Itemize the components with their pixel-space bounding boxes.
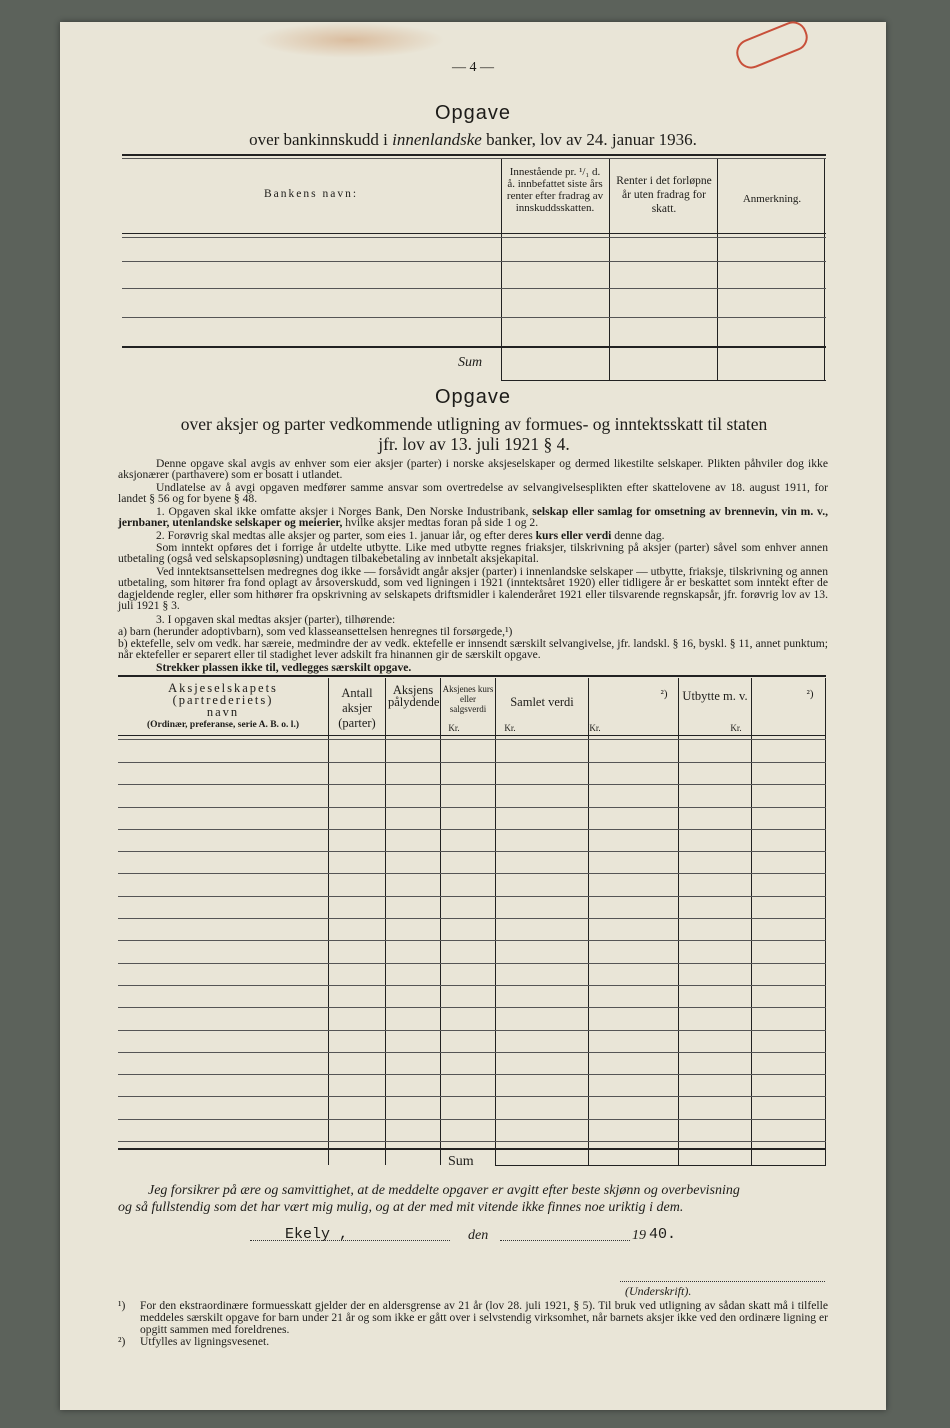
note-marker-2: ²) (806, 688, 814, 700)
paragraph-6: Ved inntektsansettelsen medregnes dog ikke — forsåvidt angår aksjer (parter) i innenlandske selskaper — utbytte, friaksje, tilskrivning og annen utbetaling, som hitører fra fond oplagt av årsoverskudd, som ved ligningen i 1921 (inntektsåret 1920) eller tidligere år er beskattet som inntekt efter de dagjeldende regler, eller som hithører fra opskrivning av selskapets driftsmidler i kalenderåret 1921 eller tilsvarende regnskapsår, jfr. forøvrig lov av 13. juli 1921 § 3. (118, 565, 828, 613)
paragraph-7: 3. I opgaven skal medtas aksjer (parter), tilhørende: (156, 613, 396, 626)
share-row-line (118, 1096, 826, 1097)
paperclip-icon (732, 17, 812, 73)
share-row-line (118, 829, 826, 830)
share-row-line (118, 762, 826, 763)
paragraph-5: Som inntekt opføres det i forrige år utdelte utbytte. Like med utbytte regnes friaksjer, tilskrivning på aksjer (parter) såvel som enhver annen utbetaling (også ved selskapsopløsning) undtagen tilbakebetaling av innbetalt aksjekapital. (118, 541, 828, 566)
company-header-l4: (Ordinær, preferanse, serie A. B. o. l.) (147, 720, 299, 730)
bank-sum-rule (122, 346, 826, 348)
share-col-divider (440, 678, 441, 1165)
share-row-line (118, 807, 826, 808)
share-table-bottom-rule (495, 1165, 826, 1166)
company-header-l3: navn (206, 705, 240, 719)
bank-row-line (122, 317, 826, 318)
p3-part-b: selskap eller samlag for omsetning av brennevin, vin m. v., jernbaner, utenlandske selskaper og meierier, (118, 505, 829, 530)
p4-part-a: 2. Forøvrig skal medtas alle aksjer og parter, som eies 1. januar iår, og efter deres (156, 529, 536, 542)
total-unit: Kr. (589, 723, 601, 733)
share-sum-label: Sum (448, 1154, 474, 1169)
paragraph-2: Undlatelse av å avgi opgaven medfører samme ansvar som overtredelse av selvangivelsesplikten efter skattelovene av 18. august 1911, for landet § 56 og for byene § 48. (118, 481, 828, 506)
share-col-divider (678, 678, 679, 1165)
company-header-l1: Aksjeselskapets (168, 681, 278, 695)
share-row-line (118, 963, 826, 964)
footnote-1 (118, 1300, 828, 1336)
den-label: den (468, 1228, 489, 1243)
share-col-divider (588, 678, 589, 1165)
share-section-title: Opgave (434, 386, 512, 408)
year-value: 40. (649, 1226, 677, 1243)
share-col-divider (751, 678, 752, 1165)
rate-unit: Kr. (504, 723, 516, 733)
dividend-unit: Kr. (730, 723, 742, 733)
p4-part-b: kurs eller verdi (535, 529, 612, 542)
share-row-line (118, 1141, 826, 1142)
page-number: — 4 — (452, 60, 494, 75)
year-prefix: 19 (632, 1228, 646, 1243)
bank-row-line (122, 288, 826, 289)
bank-header-rule (122, 233, 826, 234)
company-header-l2: (partrederiets) (172, 693, 274, 707)
interest-header: Renter i det forløpne år uten fradrag for skatt. (616, 175, 712, 215)
share-row-line (118, 985, 826, 986)
share-row-line (118, 873, 826, 874)
bank-section-subtitle (160, 130, 786, 150)
signature-line (620, 1281, 825, 1282)
bank-row-line (122, 237, 826, 238)
share-row-line (118, 1007, 826, 1008)
share-section-subtitle-2: jfr. lov av 13. juli 1921 § 4. (378, 434, 570, 454)
subtitle-pre: over bankinnskudd i (249, 130, 393, 149)
bank-sum-label: Sum (458, 355, 483, 370)
declaration-line-1: Jeg forsikrer på ære og samvittighet, at de meddelte opgaver er avgitt efter beste skjønn og overbevisning (148, 1183, 740, 1198)
count-header: Antall aksjer (parter) (338, 686, 376, 730)
share-col-divider (385, 678, 386, 1165)
place-value: Ekely , (285, 1226, 349, 1243)
share-section-subtitle-1: over aksjer og parter vedkommende utligning av formues- og inntektsskatt til staten (180, 414, 768, 434)
p3-part-a: 1. Opgaven skal ikke omfatte aksjer i Norges Bank, Den Norske Industribank, (156, 505, 533, 518)
bank-name-header: Bankens navn: (263, 188, 359, 200)
share-header-rule (118, 735, 826, 736)
footnote-1-text: For den ekstraordinære formuesskatt gjelder der en aldersgrense av 21 år (lov 28. juli 1921, § 5). Til bruk ved utligning av sådan skatt må i tilfelle meddeles særskilt opgave for barn under 21 år og som ikke er gått over i selvstendig virksomhet, når barnets aksjer ikke ved den ordinære ligning er opgitt sammen med foreldrenes. (140, 1299, 828, 1336)
deposit-header: Innestående pr. ¹/₁ d. å. innbefattet siste års renter efter fradrag av innskuddsskatten. (506, 166, 604, 214)
nominal-unit: Kr. (448, 723, 460, 733)
footnote-1-mark: ¹) (118, 1299, 126, 1312)
footnote-2-text: Utfylles av ligningsvesenet. (140, 1335, 270, 1348)
paragraph-4 (118, 530, 828, 541)
share-col-divider (495, 678, 496, 1165)
bank-table-bottom-rule (501, 380, 826, 381)
share-row-line (118, 784, 826, 785)
share-row-line (118, 1119, 826, 1120)
share-row-line (118, 1074, 826, 1075)
declaration-line-2: og så fullstendig som det har vært mig mulig, og at der med mit vitende ikke finnes noe uriktig i dem. (118, 1200, 684, 1215)
subtitle-italic: innenlandske (392, 130, 482, 149)
rate-header: Aksjenes kurs eller salgsverdi (442, 684, 494, 714)
share-row-line (118, 918, 826, 919)
share-row-line (118, 940, 826, 941)
p3-part-c: hvilke aksjer medtas foran på side 1 og 2. (342, 516, 539, 530)
date-line (500, 1240, 630, 1241)
paragraph-7a: a) barn (herunder adoptivbarn), som ved klasseansettelsen henregnes til forsørgede,¹) (118, 625, 513, 638)
place-line (250, 1240, 450, 1241)
share-row-line (118, 851, 826, 852)
dividend-header: Utbytte m. v. (682, 689, 748, 703)
paragraph-8: Strekker plassen ikke til, vedlegges særskilt opgave. (156, 661, 412, 674)
bank-table-top-rule-2 (122, 158, 826, 159)
paragraph-7b: b) ektefelle, selv om vedk. har særeie, medmindre der av vedk. ektefelle er innsendt særskilt selvangivelse, jfr. landskl. § 16, byskl. § 11, annet punktum; når ektefeller er separert eller til stadighet lever adskilt fra hinannen gir de særskilt opgave. (118, 637, 828, 662)
p4-part-c: denne dag. (611, 529, 665, 542)
signature-label: (Underskrift). (625, 1284, 692, 1298)
bank-section-title: Opgave (434, 102, 512, 124)
share-sum-rule (118, 1148, 826, 1150)
remark-header: Anmerkning. (742, 193, 802, 205)
share-header-rule-2 (118, 739, 826, 740)
nominal-header: Aksjens pålydende (388, 683, 440, 709)
bank-row-line (122, 261, 826, 262)
share-row-line (118, 1030, 826, 1031)
paragraph-1: Denne opgave skal avgis av enhver som eier aksjer (parter) i norske aksjeselskaper og dermed likestilte selskaper. Plikten påhviler dog ikke aksjonærer (parthavere) som er bosatt i utlandet. (118, 457, 828, 482)
paper-stain (255, 22, 445, 58)
paragraph-3 (118, 506, 828, 529)
share-col-divider (825, 678, 826, 1165)
share-table-top-rule (118, 675, 826, 677)
note-marker-1: ²) (660, 688, 668, 700)
share-row-line (118, 896, 826, 897)
total-header: Samlet verdi (510, 695, 574, 709)
document-page (60, 22, 886, 1410)
footnote-2-mark: ²) (118, 1335, 126, 1348)
bank-table-top-rule (122, 154, 826, 156)
subtitle-post: banker, lov av 24. januar 1936. (481, 130, 697, 149)
share-col-divider (328, 678, 329, 1165)
share-row-line (118, 1052, 826, 1053)
footnote-2 (118, 1336, 828, 1348)
